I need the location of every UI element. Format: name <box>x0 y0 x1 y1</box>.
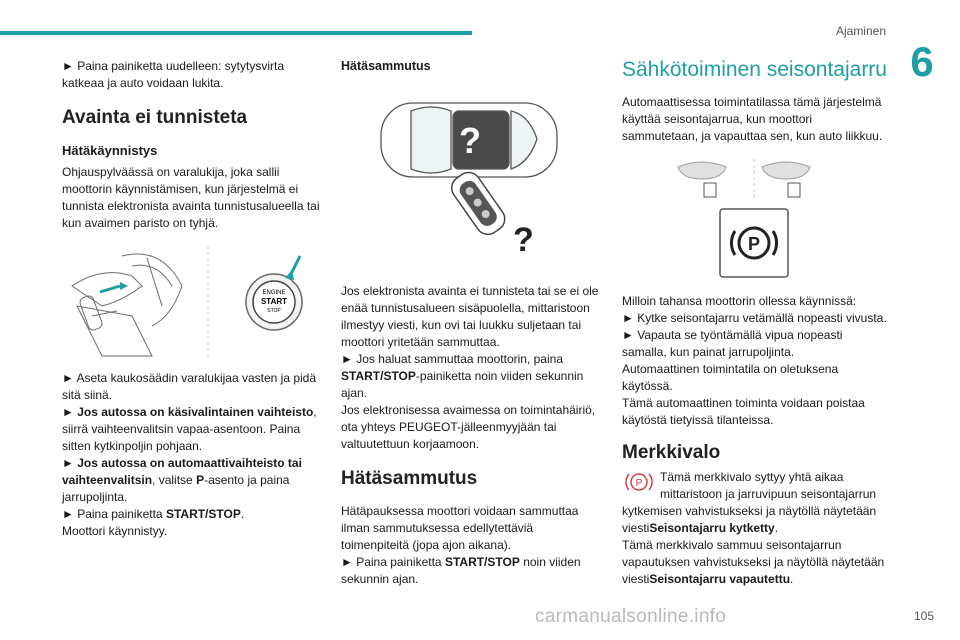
section-name: Ajaminen <box>835 24 886 38</box>
paragraph: Ohjauspylväässä on varalukija, joka sallii moottorin käynnistämisen, kun järjestelmä ei tunnista elektronista avainta tunnistusalueella tai kun avaimen paristo on tyhjä. <box>62 165 320 230</box>
heading-emergency-start: Hätäkäynnistys <box>62 143 158 158</box>
heading-warning-light: Merkkivalo <box>622 442 721 463</box>
svg-text:P: P <box>747 234 761 254</box>
question-mark-car: ? <box>459 120 481 161</box>
parking-brake-warning-icon <box>622 469 656 495</box>
column-middle <box>341 58 603 588</box>
paragraph: Jos elektronista avainta ei tunnisteta tai se ei ole enää tunnistusalueen sisäpuolella, mittaristoon ilmestyy viesti, kun ovi tai luukku suljetaan tai moottori yritetään sammuttaa. <box>341 284 599 349</box>
watermark: carmanualsonline.info <box>535 606 727 627</box>
paragraph: Tämä merkkivalo sammuu seisontajarrun vapautuksen vahvistukseksi ja näytöllä näytetään viestiSeisontajarru vapautettu. <box>622 538 885 586</box>
chapter-number: 6 <box>910 38 934 85</box>
step: ► Jos autossa on käsivalintainen vaihteisto, siirrä vaihteenvalitsin vapaa-asentoon. Paina sitten kytkinpoljin pohjaan. <box>62 405 317 453</box>
paragraph: Hätäpauksessa moottori voidaan sammuttaa ilman sammutuksessa edellytettäviä toimenpiteitä (jopa ajon aikana). <box>341 504 579 552</box>
svg-text:P: P <box>635 478 643 489</box>
paragraph: Jos elektronisessa avaimessa on toimintahäiriö, ota yhteys PEUGEOT-jälleenmyyjään tai valtuutettuun korjaamoon. <box>341 403 596 451</box>
button-label-engine: ENGINE <box>262 290 286 296</box>
steering-wheel-illustration <box>622 157 890 201</box>
heading-emergency-stop: Hätäsammutus <box>341 59 431 73</box>
page-number: 105 <box>913 609 934 623</box>
paragraph: Tämä automaattinen toiminta voidaan poistaa käytöstä tietyissä tilanteissa. <box>622 396 865 427</box>
question-mark-key: ? <box>513 221 534 259</box>
paragraph: Automaattisessa toimintatilassa tämä järjestelmä käyttää seisontajarrua, kun moottori sammutetaan, ja vapauttaa sen, kun auto liikkuu. <box>622 95 883 143</box>
step: ► Aseta kaukosäädin varalukijaa vasten ja pidä sitä siinä. <box>62 371 317 402</box>
header-accent-bar <box>0 31 472 35</box>
paragraph: ► Paina painiketta uudelleen: sytytysvirta katkeaa ja auto voidaan lukita. <box>62 59 284 90</box>
car-key-not-detected-illustration <box>341 89 603 259</box>
heading-emergency-stop-2: Hätäsammutus <box>341 468 478 489</box>
step: ► Paina painiketta START/STOP. <box>62 507 245 521</box>
parking-brake-switch-illustration <box>622 207 890 279</box>
column-right <box>622 58 890 588</box>
step: ► Paina painiketta START/STOP noin viiden sekunnin ajan. <box>341 555 581 586</box>
step: ► Kytke seisontajarru vetämällä nopeasti vivusta. <box>622 311 887 325</box>
backup-reader-illustration <box>62 246 324 358</box>
paragraph: Milloin tahansa moottorin ollessa käynnissä: <box>622 294 857 308</box>
paragraph: Moottori käynnistyy. <box>62 524 168 538</box>
step: ► Jos autossa on automaattivaihteisto tai vaihteenvalitsin, valitse P-asento ja paina jarrupoljinta. <box>62 456 302 504</box>
column-left <box>62 58 324 540</box>
heading-electric-parking-brake: Sähkötoiminen seisontajarru <box>622 58 887 81</box>
step: ► Jos haluat sammuttaa moottorin, paina START/STOP-painiketta noin viiden sekunnin ajan. <box>341 352 584 400</box>
paragraph: P Tämä merkkivalo syttyy yhtä aikaa mittaristoon ja jarruvipuun seisontajarrun kytkemisen vahvistukseksi ja näytöllä näytetään viestiSeisontajarru kytketty. <box>622 470 877 535</box>
button-label-stop: STOP <box>267 308 281 314</box>
button-label-start: START <box>260 297 288 306</box>
paragraph: Automaattinen toimintatila on oletuksena käytössä. <box>622 362 839 393</box>
step: ► Vapauta se työntämällä vipua nopeasti samalla, kun painat jarrupoljinta. <box>622 328 843 359</box>
heading-key-not-detected: Avainta ei tunnisteta <box>62 107 248 128</box>
